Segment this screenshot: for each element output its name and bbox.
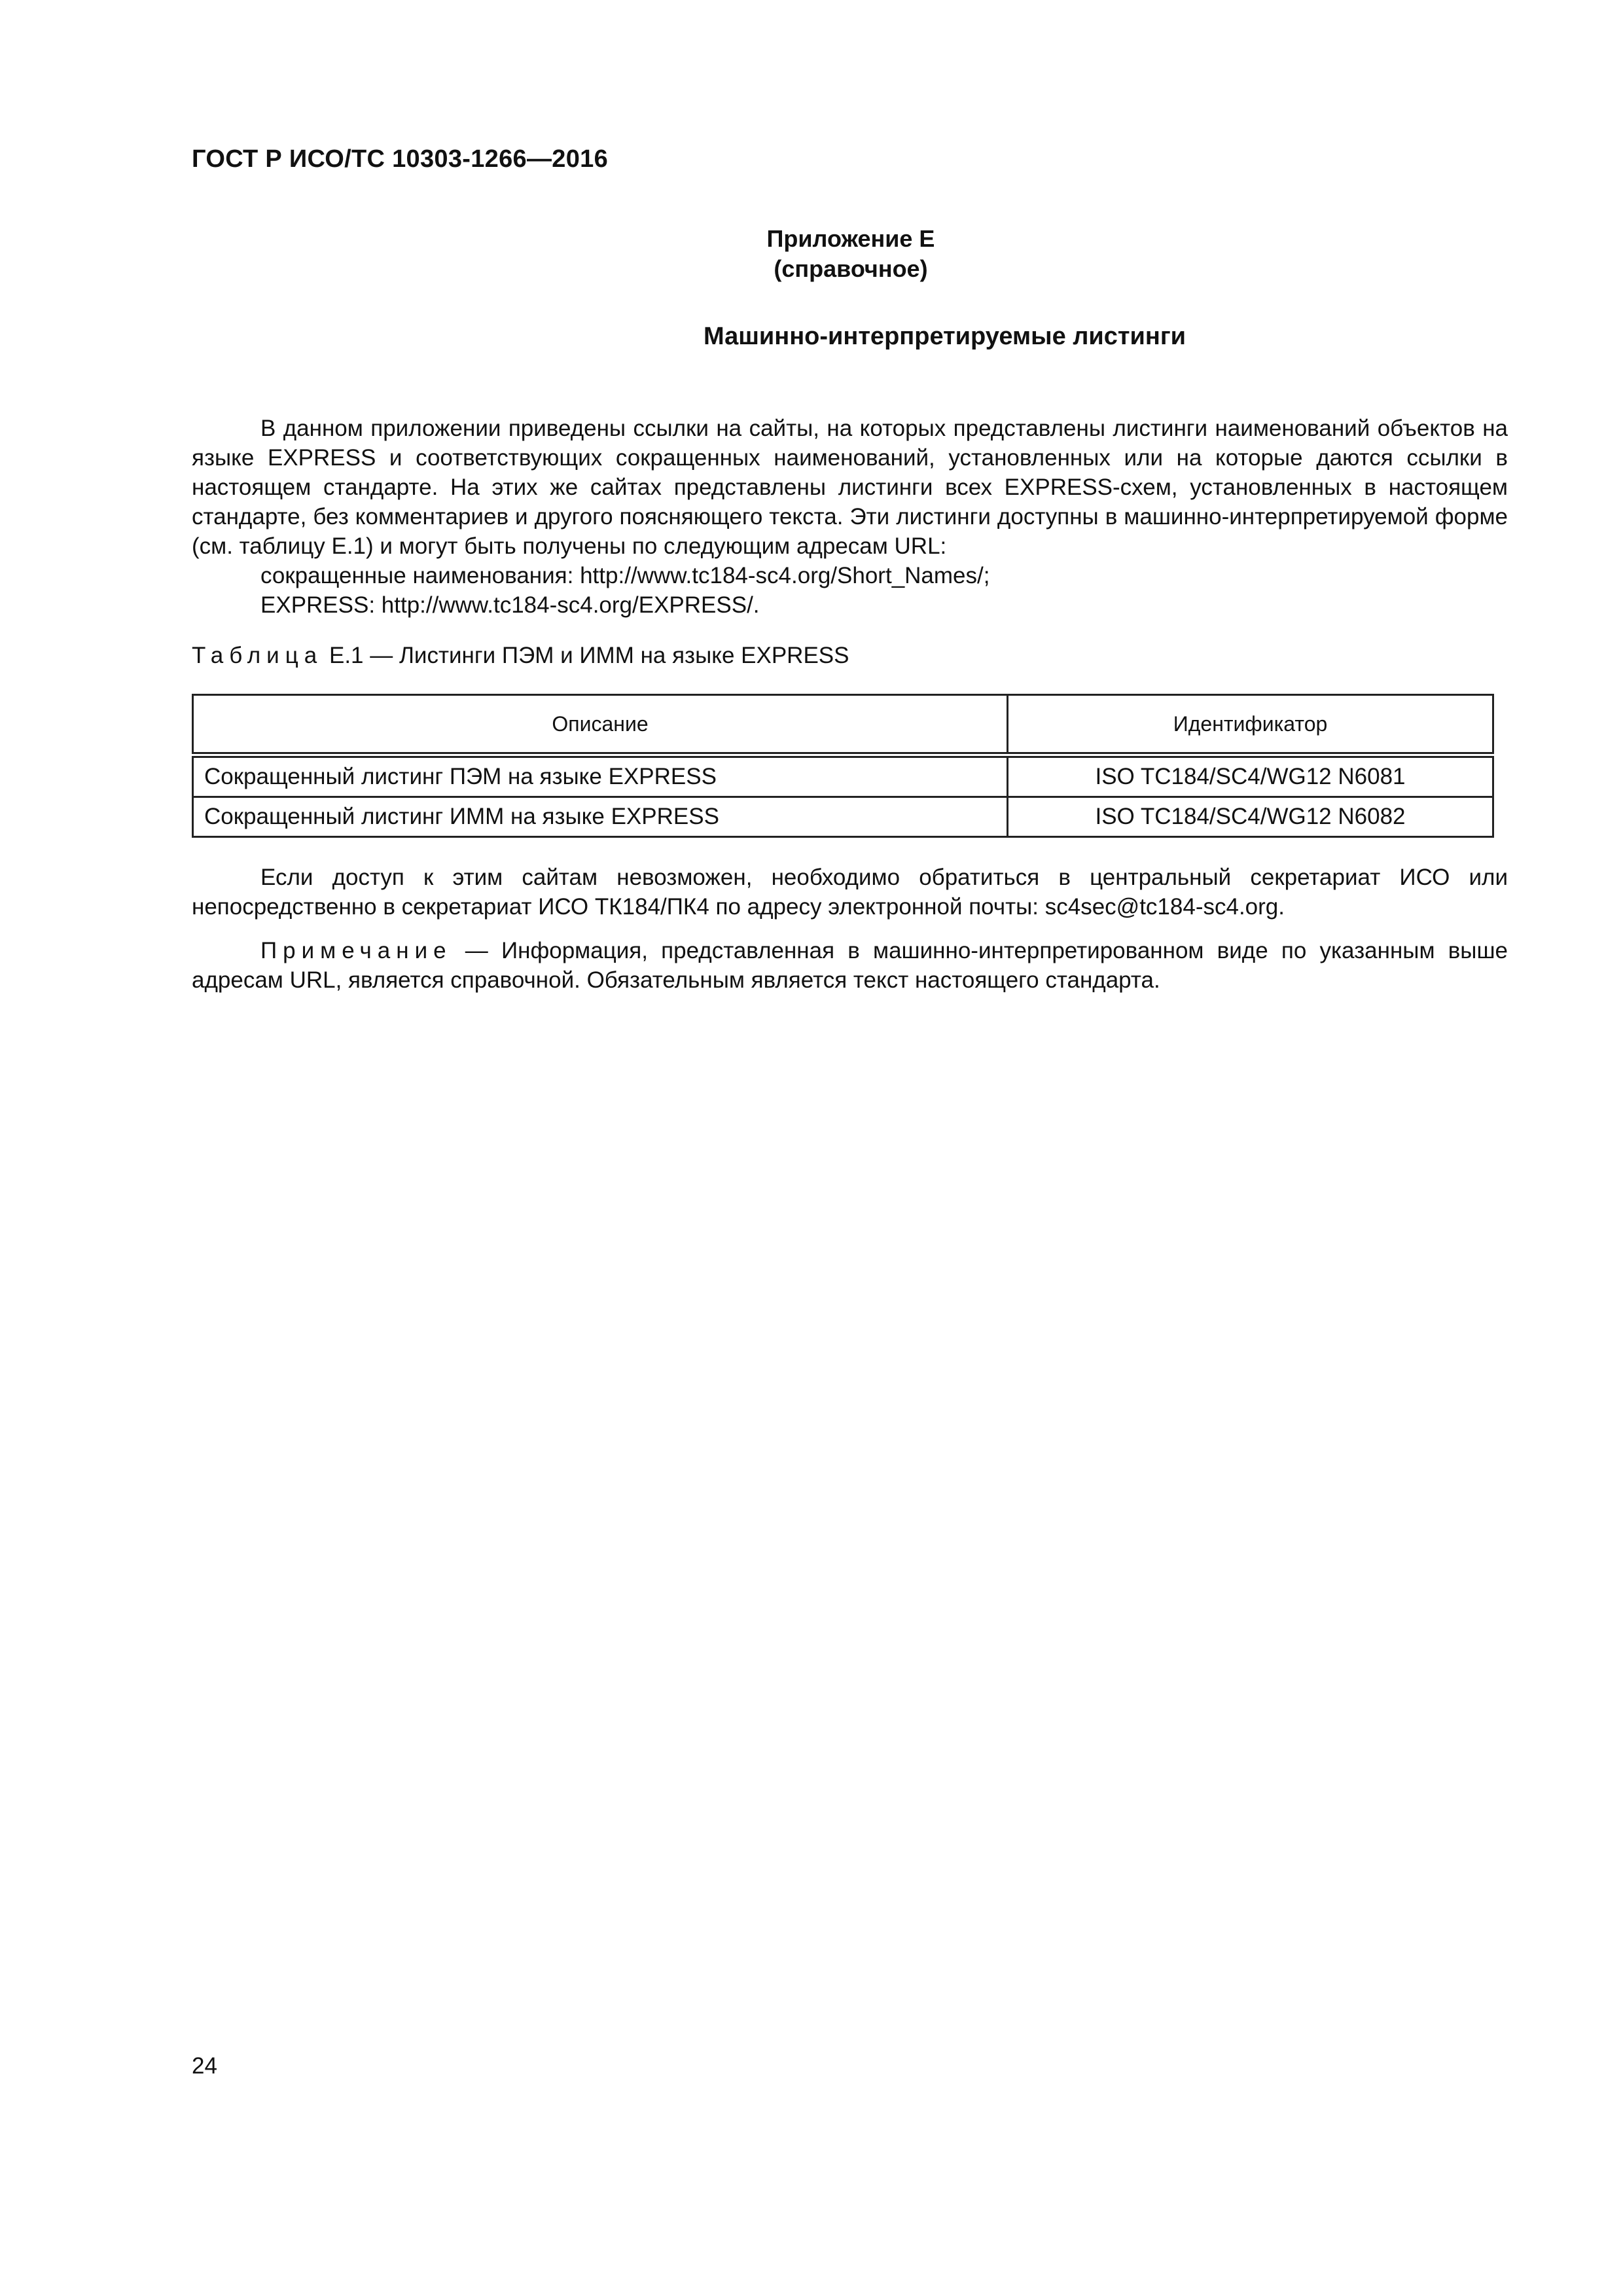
note-paragraph xyxy=(192,936,1508,995)
table-caption-text: Е.1 — Листинги ПЭМ и ИММ на языке EXPRESS xyxy=(329,643,849,668)
listings-table xyxy=(192,694,1494,838)
cell-description: Сокращенный листинг ИММ на языке EXPRESS xyxy=(193,797,1008,837)
table-row xyxy=(193,797,1493,837)
appendix-label: Приложение Е xyxy=(766,225,935,252)
url-short-names: сокращенные наименования: http://www.tc184-sc4.org/Short_Names/; xyxy=(260,563,990,588)
intro-paragraph: В данном приложении приведены ссылки на сайты, на которых представлены листинги наименований объектов на языке EXPRESS и соответствующих сокращенных наименований, установленных или на которые даются ссылки в настоящем стандарте. На этих же сайтах представлены листинги всех EXPRESS-схем, установленных в настоящем стандарте, без комментариев и другого поясняющего текста. Эти листинги доступны в машинно-интерпретируемой форме (см. таблицу Е.1) и могут быть получены по следующим адресам URL: xyxy=(192,416,1508,559)
intro-section xyxy=(192,414,1508,620)
page-number: 24 xyxy=(192,2053,217,2079)
table-caption xyxy=(192,643,849,669)
contact-paragraph: Если доступ к этим сайтам невозможен, необходимо обратиться в центральный секретариат ИСО или непосредственно в секретариат ИСО ТК184/ПК4 по адресу электронной почты: sc4sec@tc184-sc4.org. xyxy=(192,865,1508,920)
cell-identifier: ISO TC184/SC4/WG12 N6081 xyxy=(1008,755,1493,797)
cell-identifier: ISO TC184/SC4/WG12 N6082 xyxy=(1008,797,1493,837)
table-caption-prefix: Таблица xyxy=(192,643,323,668)
table-row xyxy=(193,755,1493,797)
standard-designation: ГОСТ Р ИСО/ТС 10303-1266—2016 xyxy=(192,145,608,173)
cell-description: Сокращенный листинг ПЭМ на языке EXPRESS xyxy=(193,755,1008,797)
appendix-kind: (справочное) xyxy=(774,255,928,282)
url-express: EXPRESS: http://www.tc184-sc4.org/EXPRESS/. xyxy=(260,592,760,618)
column-header-description: Описание xyxy=(193,695,1008,755)
appendix-heading: Машинно-интерпретируемые листинги xyxy=(703,323,1186,350)
note-text: — Информация, представленная в машинно-интерпретированном виде по указанным выше адресам URL, является справочной. Обязательным является текст настоящего стандарта. xyxy=(192,938,1508,993)
column-header-identifier: Идентификатор xyxy=(1008,695,1493,755)
table-header-row xyxy=(193,695,1493,755)
note-label: Примечание xyxy=(260,938,452,963)
